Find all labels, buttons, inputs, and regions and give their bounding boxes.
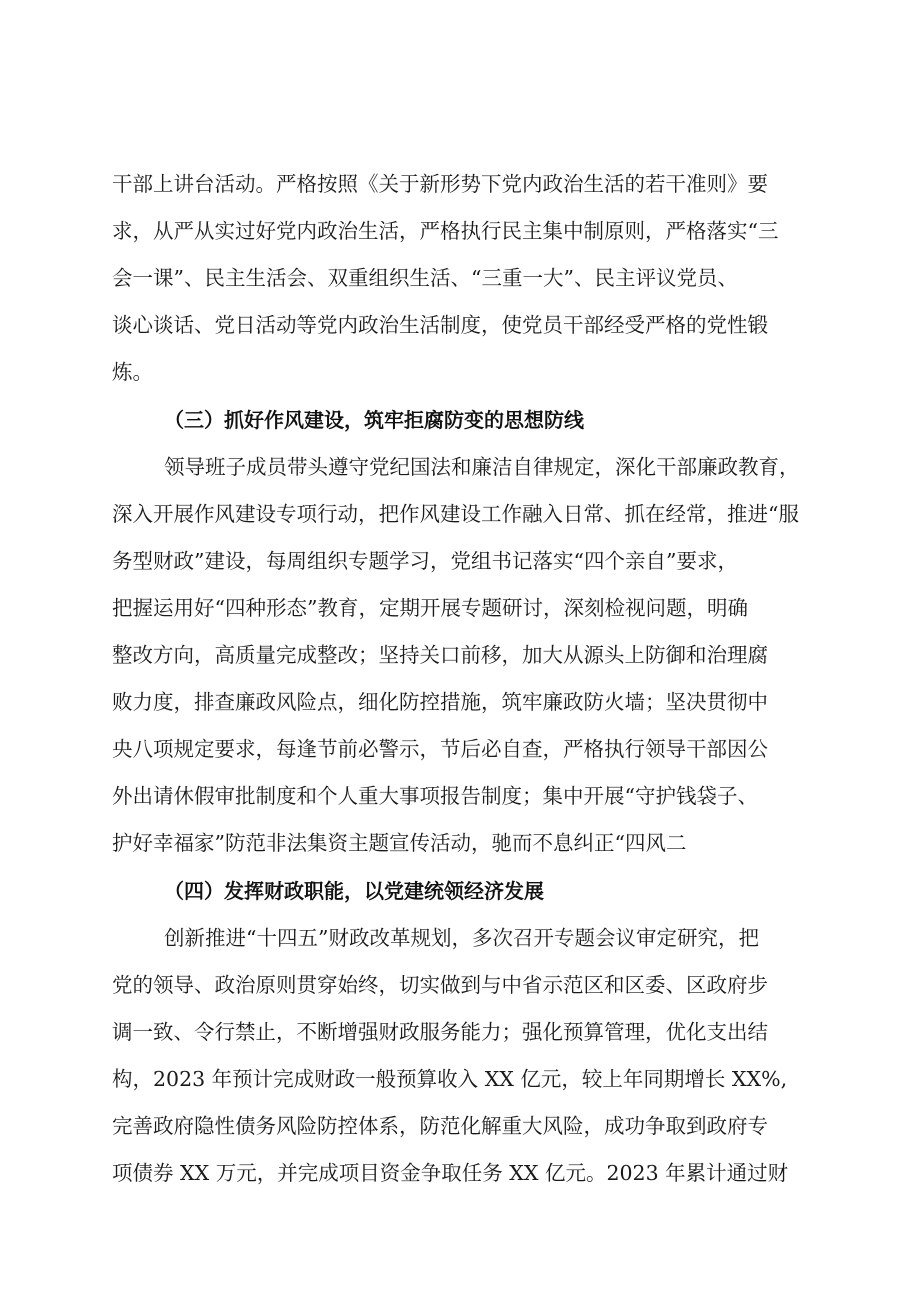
line-text: 护好幸福家”防范非法集资主题宣传活动，驰而不息纠正“四风二 bbox=[112, 831, 687, 855]
body-line bbox=[0, 494, 920, 534]
line-text: 败力度，排查廉政风险点，细化防控措施，筑牢廉政防火墙；坚决贯彻中 bbox=[112, 690, 768, 714]
body-line bbox=[0, 1106, 920, 1146]
body-line bbox=[0, 211, 920, 251]
body-line bbox=[0, 776, 920, 816]
line-text: 外出请休假审批制度和个人重大事项报告制度；集中开展“守护钱袋子、 bbox=[112, 784, 758, 808]
body-line bbox=[0, 1059, 920, 1099]
body-line bbox=[0, 918, 920, 958]
line-text: 完善政府隐性债务风险防控体系，防范化解重大风险，成功争取到政府专 bbox=[112, 1114, 768, 1138]
body-line bbox=[0, 1153, 920, 1193]
line-text: 整改方向，高质量完成整改；坚持关口前移，加大从源头上防御和治理腐 bbox=[112, 643, 768, 667]
line-text: 调一致、令行禁止，不断增强财政服务能力；强化预算管理，优化支出结 bbox=[112, 1020, 768, 1044]
body-line bbox=[0, 682, 920, 722]
line-text: 领导班子成员带头遵守党纪国法和廉洁自律规定，深化干部廉政教育， bbox=[164, 455, 800, 479]
heading-text: （三）抓好作风建设，筑牢拒腐防变的思想防线 bbox=[164, 408, 584, 432]
line-text: 会一课”、民主生活会、双重组织生活、“三重一大”、民主评议党员、 bbox=[112, 266, 738, 290]
line-text: 央八项规定要求，每逢节前必警示，节后必自查，严格执行领导干部因公 bbox=[112, 737, 768, 761]
body-line bbox=[0, 635, 920, 675]
body-line bbox=[0, 729, 920, 769]
line-text: 把握运用好“四种形态”教育，定期开展专题研讨，深刻检视问题，明确 bbox=[112, 596, 748, 620]
body-line bbox=[0, 541, 920, 581]
body-line bbox=[0, 164, 920, 204]
line-text: 深入开展作风建设专项行动，把作风建设工作融入日常、抓在经常，推进“服 bbox=[112, 502, 799, 526]
line-text: 求，从严从实过好党内政治生活，严格执行民主集中制原则，严格落实“三 bbox=[112, 219, 779, 243]
body-line bbox=[0, 352, 920, 392]
line-text: 务型财政”建设，每周组织专题学习，党组书记落实“四个亲自”要求， bbox=[112, 549, 738, 573]
line-text: 党的领导、政治原则贯穿始终，切实做到与中省示范区和区委、区政府步 bbox=[112, 973, 768, 997]
body-line bbox=[0, 258, 920, 298]
body-line bbox=[0, 965, 920, 1005]
line-text: 干部上讲台活动。严格按照《关于新形势下党内政治生活的若干准则》要 bbox=[112, 172, 768, 196]
line-text: 创新推进“十四五”财政改革规划，多次召开专题会议审定研究，把 bbox=[164, 926, 759, 950]
body-line bbox=[0, 305, 920, 345]
line-text: 炼。 bbox=[112, 360, 153, 384]
body-line bbox=[0, 1012, 920, 1052]
body-line bbox=[0, 588, 920, 628]
line-text: 谈心谈话、党日活动等党内政治生活制度，使党员干部经受严格的党性锻 bbox=[112, 313, 768, 337]
body-line bbox=[0, 823, 920, 863]
section-heading-4 bbox=[0, 871, 920, 911]
heading-text: （四）发挥财政职能，以党建统领经济发展 bbox=[164, 879, 544, 903]
line-text: 项债券 XX 万元，并完成项目资金争取任务 XX 亿元。2023 年累计通过财 bbox=[112, 1161, 789, 1185]
line-text: 构，2023 年预计完成财政一般预算收入 XX 亿元，较上年同期增长 XX%, bbox=[112, 1067, 788, 1091]
body-line bbox=[0, 447, 920, 487]
section-heading-3 bbox=[0, 400, 920, 440]
